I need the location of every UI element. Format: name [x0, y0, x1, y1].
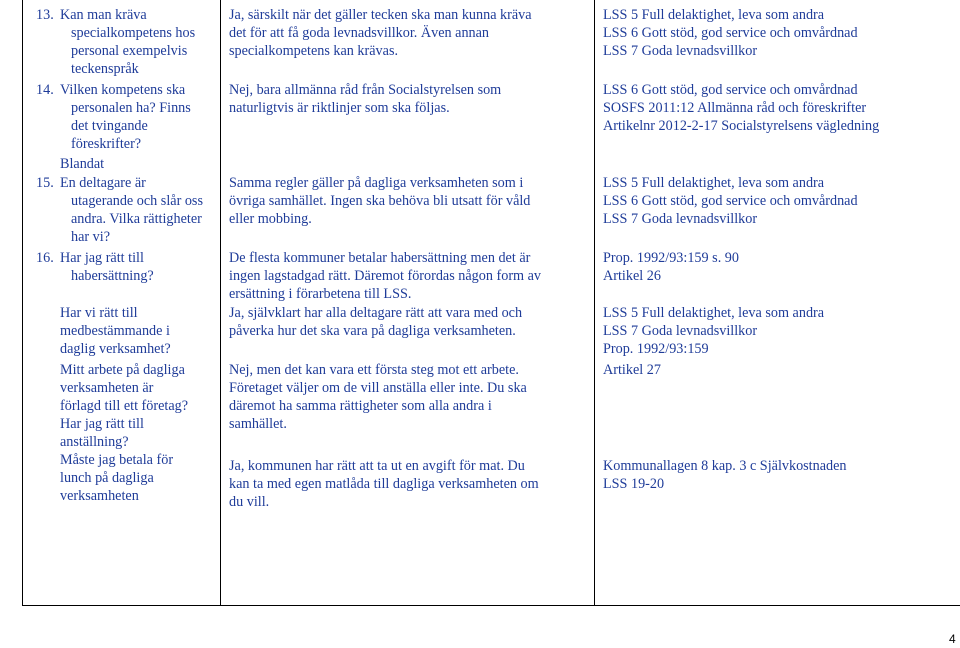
- answer-text: ingen lagstadgad rätt. Däremot förordas någon form av: [229, 268, 542, 284]
- question-text: Kan man kräva: [60, 7, 147, 23]
- answer-text: Samma regler gäller på dagliga verksamheten som i: [229, 175, 524, 191]
- answer-text: Ja, särskilt när det gäller tecken ska man kunna kräva: [229, 7, 532, 23]
- reference-text: Kommunallagen 8 kap. 3 c Självkostnaden: [603, 458, 847, 474]
- reference-text: LSS 7 Goda levnadsvillkor: [603, 211, 758, 227]
- sub-question-employment-lunch: [23, 361, 188, 505]
- reference-text: Artikel 27: [603, 362, 661, 378]
- question-text: verksamheten är: [60, 380, 154, 396]
- question-text: personalen ha? Finns: [71, 100, 191, 116]
- reference-16: [603, 249, 739, 285]
- reference-text: Prop. 1992/93:159 s. 90: [603, 250, 739, 266]
- reference-text: LSS 19-20: [603, 476, 665, 492]
- reference-employment: [603, 361, 661, 379]
- reference-13: [603, 6, 858, 60]
- question-text: personal exempelvis: [71, 43, 188, 59]
- answer-14: [229, 81, 501, 117]
- answer-lunch: [229, 457, 539, 511]
- question-13: [36, 6, 195, 78]
- questions-column: [22, 0, 221, 606]
- question-text: utagerande och slår oss: [71, 193, 203, 209]
- reference-text: LSS 7 Goda levnadsvillkor: [603, 323, 758, 339]
- reference-text: LSS 5 Full delaktighet, leva som andra: [603, 305, 825, 321]
- question-number: 13.: [36, 7, 54, 23]
- sub-question-co-determination: [23, 304, 171, 358]
- question-text: anställning?: [60, 434, 129, 450]
- answer-text: ersättning i förarbetena till LSS.: [229, 286, 412, 302]
- answer-text: övriga samhället. Ingen ska behöva bli utsatt för våld: [229, 193, 531, 209]
- question-text: teckenspråk: [71, 61, 139, 77]
- answer-text: Ja, självklart har alla deltagare rätt att vara med och: [229, 305, 523, 321]
- question-text: det tvingande: [71, 118, 148, 134]
- answer-text: De flesta kommuner betalar habersättning men det är: [229, 250, 531, 266]
- answer-text: Nej, men det kan vara ett första steg mot ett arbete.: [229, 362, 519, 378]
- question-number: 14.: [36, 82, 54, 98]
- answer-text: naturligtvis är riktlinjer som ska följas.: [229, 100, 450, 116]
- answer-text: det för att få goda levnadsvillkor. Även annan: [229, 25, 490, 41]
- question-text: har vi?: [71, 229, 110, 245]
- reference-14: [603, 81, 879, 135]
- question-text: habersättning?: [71, 268, 154, 284]
- question-text: andra. Vilka rättigheter: [71, 211, 202, 227]
- answer-text: specialkompetens kan krävas.: [229, 43, 399, 59]
- question-text: Har vi rätt till: [60, 305, 138, 321]
- question-number: 16.: [36, 250, 54, 266]
- question-text: Har jag rätt till: [60, 250, 144, 266]
- answer-text: däremot ha samma rättigheter som alla andra i: [229, 398, 492, 414]
- question-text: Måste jag betala för: [60, 452, 174, 468]
- question-text: lunch på dagliga: [60, 470, 154, 486]
- answer-text: samhället.: [229, 416, 287, 432]
- reference-text: Artikel 26: [603, 268, 661, 284]
- section-heading-text: Blandat: [60, 156, 105, 172]
- reference-co-determination: [603, 304, 824, 358]
- question-text: En deltagare är: [60, 175, 146, 191]
- reference-text: Prop. 1992/93:159: [603, 341, 709, 357]
- reference-text: LSS 7 Goda levnadsvillkor: [603, 43, 758, 59]
- answer-text: Företaget väljer om de vill anställa eller inte. Du ska: [229, 380, 527, 396]
- question-text: Mitt arbete på dagliga: [60, 362, 185, 378]
- answer-text: kan ta med egen matlåda till dagliga verksamheten om: [229, 476, 539, 492]
- answer-employment: [229, 361, 527, 433]
- answers-column: [221, 0, 595, 606]
- reference-text: LSS 6 Gott stöd, god service och omvårdnad: [603, 193, 858, 209]
- question-text: specialkompetens hos: [71, 25, 196, 41]
- question-15: [36, 174, 203, 246]
- answer-16: [229, 249, 541, 303]
- reference-lunch: [603, 457, 847, 493]
- reference-15: [603, 174, 858, 228]
- answer-text: Ja, kommunen har rätt att ta ut en avgift för mat. Du: [229, 458, 525, 474]
- question-14: [36, 81, 191, 153]
- references-column: [595, 0, 960, 606]
- question-16: [36, 249, 154, 285]
- answer-text: Nej, bara allmänna råd från Socialstyrelsen som: [229, 82, 502, 98]
- question-text: Har jag rätt till: [60, 416, 144, 432]
- reference-text: LSS 5 Full delaktighet, leva som andra: [603, 7, 825, 23]
- answer-text: eller mobbing.: [229, 211, 312, 227]
- reference-text: SOSFS 2011:12 Allmänna råd och föreskrifter: [603, 100, 867, 116]
- answer-text: påverka hur det ska vara på dagliga verksamheten.: [229, 323, 516, 339]
- question-number: 15.: [36, 175, 54, 191]
- answer-15: [229, 174, 530, 228]
- reference-text: LSS 6 Gott stöd, god service och omvårdnad: [603, 25, 858, 41]
- reference-text: Artikelnr 2012-2-17 Socialstyrelsens vägledning: [603, 118, 880, 134]
- question-text: verksamheten: [60, 488, 139, 504]
- reference-text: LSS 6 Gott stöd, god service och omvårdnad: [603, 82, 858, 98]
- page-number: 4: [949, 632, 956, 646]
- question-text: Vilken kompetens ska: [60, 82, 186, 98]
- section-heading: [60, 155, 104, 173]
- question-text: föreskrifter?: [71, 136, 142, 152]
- question-text: förlagd till ett företag?: [60, 398, 189, 414]
- question-text: medbestämmande i: [60, 323, 170, 339]
- answer-text: du vill.: [229, 494, 270, 510]
- question-text: daglig verksamhet?: [60, 341, 171, 357]
- reference-text: LSS 5 Full delaktighet, leva som andra: [603, 175, 825, 191]
- answer-co-determination: [229, 304, 522, 340]
- answer-13: [229, 6, 532, 60]
